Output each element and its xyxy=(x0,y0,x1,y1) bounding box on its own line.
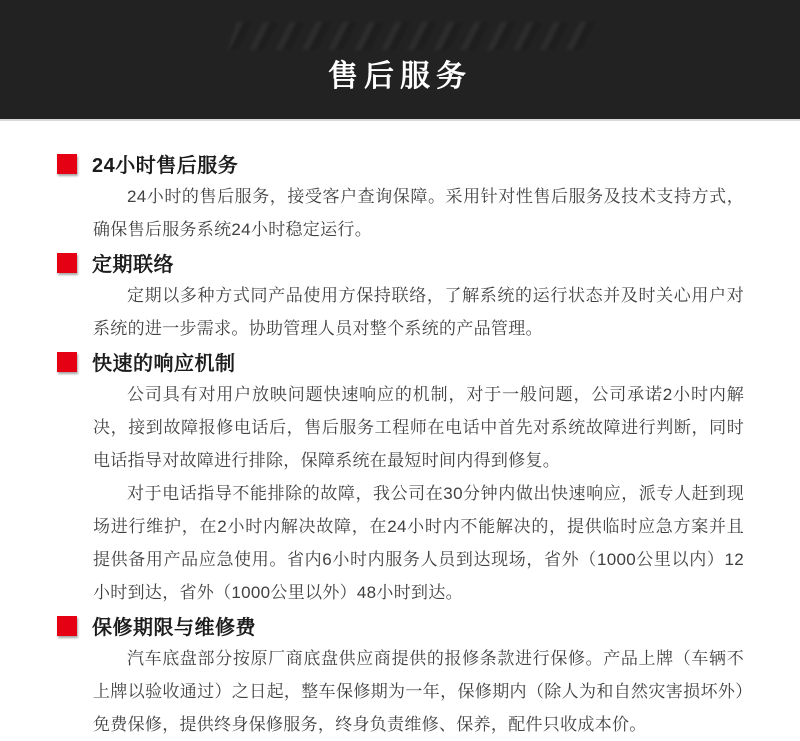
section-heading-row xyxy=(57,609,745,642)
section-heading: 24小时售后服务 xyxy=(92,155,239,177)
section-heading-row xyxy=(57,246,745,279)
page-header xyxy=(0,0,800,121)
section-24h-service xyxy=(57,147,745,246)
section-rapid-response xyxy=(57,345,745,609)
section-warranty-fees xyxy=(57,609,745,741)
red-square-bullet-icon xyxy=(57,616,77,636)
section-heading-row xyxy=(57,345,745,378)
section-paragraph: 24小时的售后服务，接受客户查询保障。采用针对性售后服务及技术支持方式，确保售后服务系统24小时稳定运行。 xyxy=(93,187,744,239)
section-heading: 保修期限与维修费 xyxy=(92,617,256,639)
section-heading: 快速的响应机制 xyxy=(92,353,236,375)
section-heading-row xyxy=(57,147,745,180)
section-paragraph: 汽车底盘部分按原厂商底盘供应商提供的报修条款进行保修。产品上牌（车辆不上牌以验收通过）之日起，整车保修期为一年，保修期内（除人为和自然灾害损坏外）免费保修，提供终身保修服务，终身负责维修、保养，配件只收成本价。 xyxy=(93,649,744,734)
red-square-bullet-icon xyxy=(57,253,77,273)
red-square-bullet-icon xyxy=(57,352,77,372)
page-title: 售后服务 xyxy=(328,59,472,93)
red-square-bullet-icon xyxy=(57,154,77,174)
section-paragraph: 公司具有对用户放映问题快速响应的机制，对于一般问题，公司承诺2小时内解决，接到故障报修电话后，售后服务工程师在电话中首先对系统故障进行判断，同时电话指导对故障进行排除，保障系统在最短时间内得到修复。 xyxy=(93,385,744,470)
section-heading: 定期联络 xyxy=(92,254,174,276)
section-paragraph: 对于电话指导不能排除的故障，我公司在30分钟内做出快速响应，派专人赶到现场进行维护，在2小时内解决故障，在24小时内不能解决的，提供临时应急方案并且提供备用产品应急使用。省内6小时内服务人员到达现场，省外（1000公里以内）12小时到达，省外（1000公里以外）48小时到达。 xyxy=(93,484,744,602)
section-paragraph: 定期以多种方式同产品使用方保持联络，了解系统的运行状态并及时关心用户对系统的进一步需求。协助管理人员对整个系统的产品管理。 xyxy=(93,286,744,338)
section-regular-contact xyxy=(57,246,745,345)
content xyxy=(0,147,800,741)
